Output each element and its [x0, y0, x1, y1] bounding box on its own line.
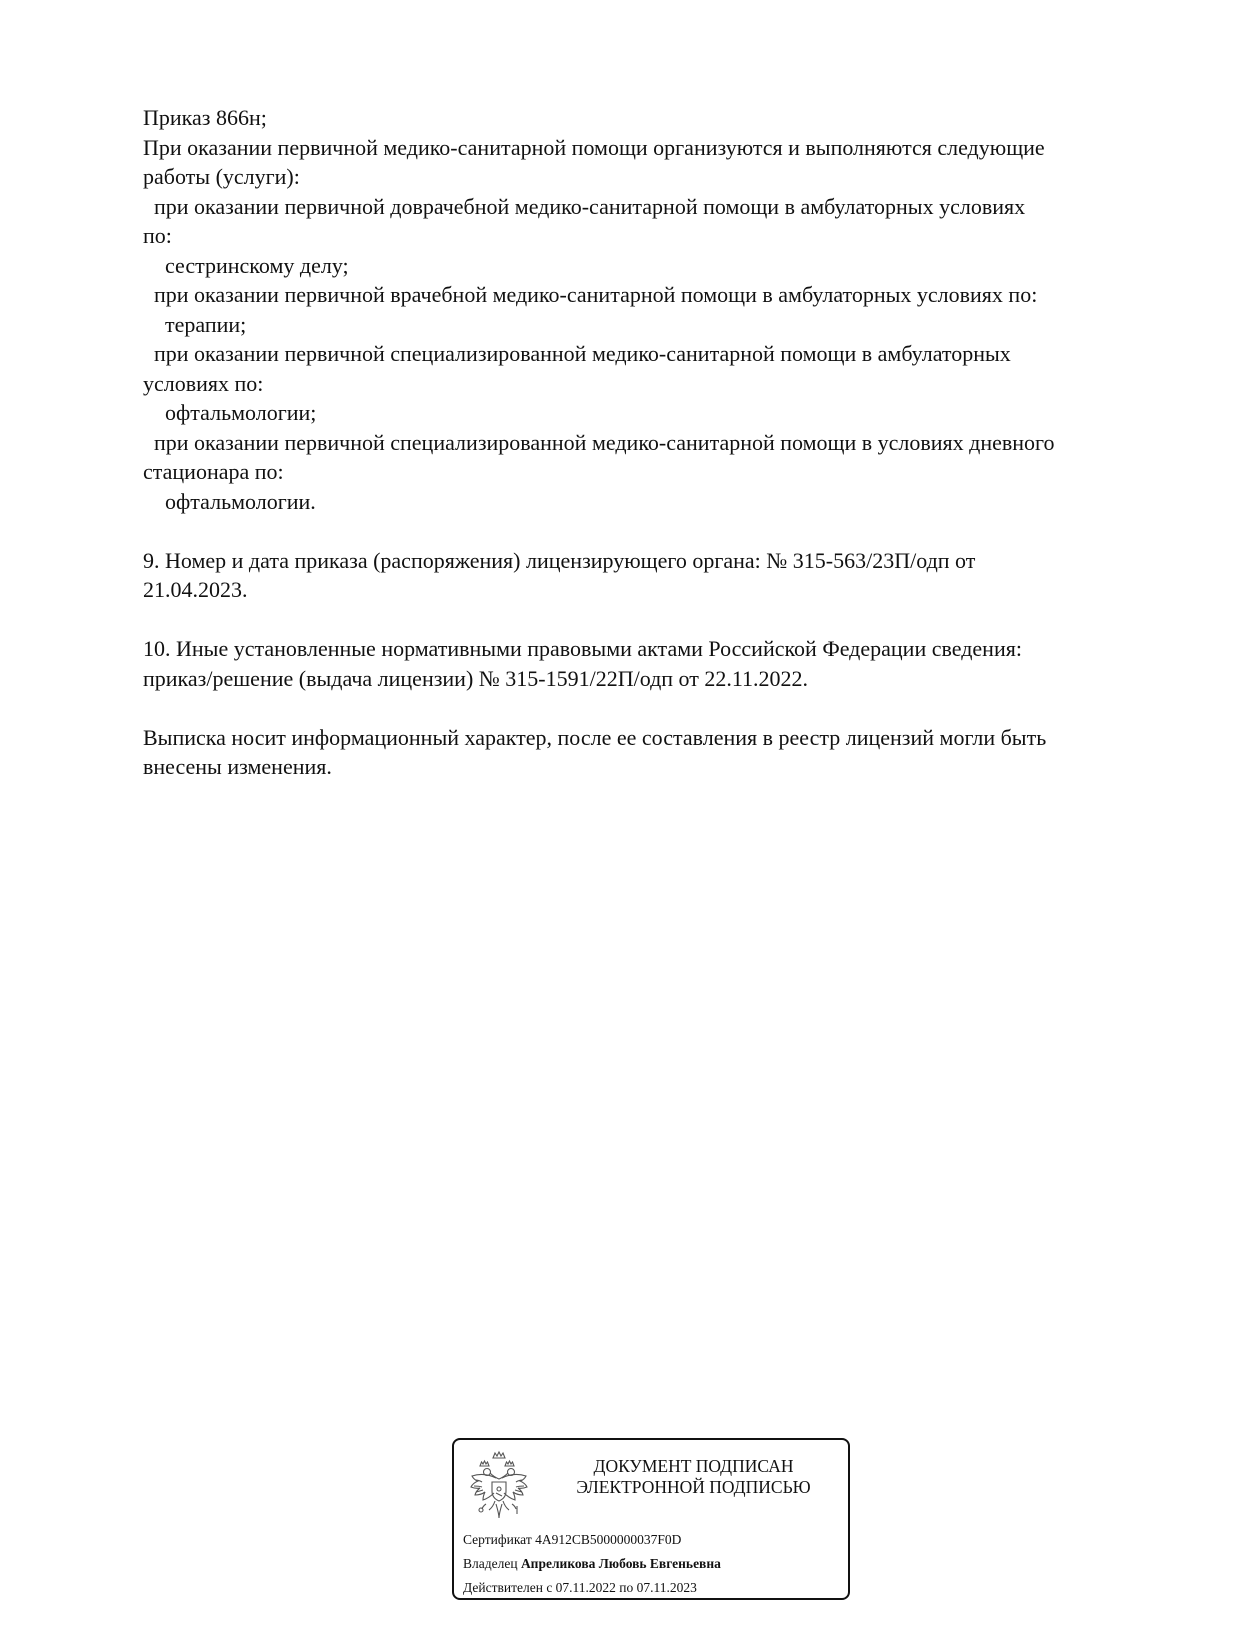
- owner-label: Владелец: [463, 1556, 518, 1571]
- text-line: 9. Номер и дата приказа (распоряжения) лицензирующего органа: № 315-563/23П/одп от: [143, 547, 976, 573]
- text-line: Выписка носит информационный характер, после ее составления в реестр лицензий могли быть: [143, 724, 1047, 750]
- stamp-title-line2: ЭЛЕКТРОННОЙ ПОДПИСЬЮ: [576, 1477, 811, 1497]
- valid-label: Действителен: [463, 1580, 543, 1595]
- text-line: стационара по:: [143, 459, 284, 484]
- stamp-info: [463, 1528, 721, 1600]
- text-line: работы (услуги):: [143, 164, 300, 189]
- text-line: приказ/решение (выдача лицензии) № 315-1591/22П/одп от 22.11.2022.: [143, 665, 809, 691]
- paragraph-gap: [143, 516, 1163, 546]
- text-line: офтальмологии.: [143, 488, 316, 514]
- text-line: условиях по:: [143, 370, 264, 396]
- owner-value: Апреликова Любовь Евгеньевна: [520, 1556, 721, 1571]
- certificate-label: Сертификат: [463, 1532, 532, 1547]
- document-body: [143, 103, 1163, 782]
- validity-row: [463, 1576, 721, 1600]
- text-line: при оказании первичной специализированной медико-санитарной помощи в условиях дневного: [143, 429, 1055, 455]
- text-line: при оказании первичной врачебной медико-санитарной помощи в амбулаторных условиях по:: [143, 282, 1038, 307]
- text-line: Приказ 866н;: [143, 105, 267, 130]
- text-line: При оказании первичной медико-санитарной помощи организуются и выполняются следующие: [143, 134, 1045, 160]
- paragraph-gap: [143, 693, 1163, 723]
- text-line: сестринскому делу;: [143, 252, 349, 278]
- valid-value: с 07.11.2022 по 07.11.2023: [546, 1580, 697, 1595]
- electronic-signature-stamp: [452, 1438, 850, 1600]
- certificate-row: [463, 1528, 721, 1552]
- coat-of-arms-icon: [466, 1448, 532, 1522]
- paragraph-gap: [143, 605, 1163, 635]
- certificate-value: 4A912CB5000000037F0D: [535, 1532, 682, 1547]
- text-line: терапии;: [143, 311, 247, 337]
- text-line: по:: [143, 223, 172, 248]
- text-line: офтальмологии;: [143, 400, 317, 425]
- owner-row: [463, 1552, 721, 1576]
- stamp-title-line1: ДОКУМЕНТ ПОДПИСАН: [593, 1456, 794, 1476]
- text-line: 21.04.2023.: [143, 577, 248, 602]
- text-line: при оказании первичной доврачебной медико-санитарной помощи в амбулаторных условиях: [143, 193, 1026, 219]
- text-line: 10. Иные установленные нормативными правовыми актами Российской Федерации сведения:: [143, 636, 1022, 661]
- text-line: внесены изменения.: [143, 754, 332, 779]
- stamp-title: [546, 1456, 841, 1498]
- text-line: при оказании первичной специализированной медико-санитарной помощи в амбулаторных: [143, 341, 1011, 366]
